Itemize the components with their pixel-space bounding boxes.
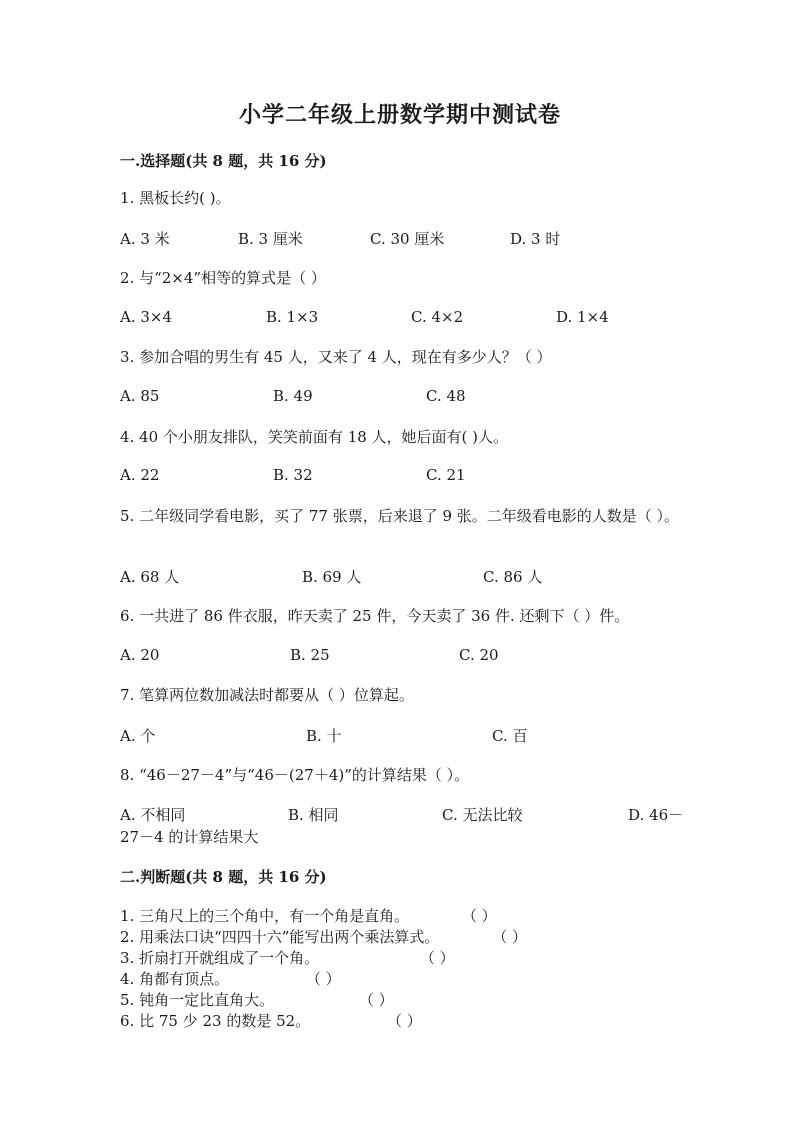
judgement-text: 2. 用乘法口诀“四四十六”能写出两个乘法算式。: [120, 928, 440, 946]
question-stem: 5. 二年级同学看电影，买了 77 张票，后来退了 9 张。二年级看电影的人数是（ ）。: [120, 507, 680, 525]
section-heading-judgement: 二.判断题(共 8 题，共 16 分): [120, 868, 327, 886]
judgement-item: [120, 905, 497, 926]
page-title: 小学二年级上册数学期中测试卷: [238, 102, 561, 128]
section-heading-choice: 一.选择题(共 8 题，共 16 分): [120, 152, 327, 170]
option-a: A. 20: [120, 646, 160, 664]
answer-blank: （ ）: [419, 949, 455, 967]
option-a: A. 3×4: [120, 308, 173, 326]
option-a: A. 85: [120, 387, 160, 405]
judgement-item: [120, 989, 394, 1010]
answer-blank: （ ）: [461, 907, 497, 925]
judgement-item: [120, 947, 455, 968]
option-d: D. 3 时: [510, 230, 561, 248]
option-a: A. 22: [120, 466, 160, 484]
option-c: C. 4×2: [411, 308, 464, 326]
option-a: A. 3 米: [120, 230, 170, 248]
option-d-continuation: 27－4 的计算结果大: [120, 828, 259, 846]
answer-blank: （ ）: [492, 928, 527, 946]
option-b: B. 25: [290, 646, 330, 664]
option-a: A. 68 人: [120, 568, 180, 586]
answer-blank: （ ）: [358, 991, 394, 1009]
option-a: A. 个: [120, 727, 156, 745]
question-stem: 8. “46－27－4”与“46－(27＋4)”的计算结果（ ）。: [120, 766, 470, 784]
option-a: A. 不相同: [120, 806, 186, 824]
option-b: B. 49: [273, 387, 313, 405]
answer-blank: （ ）: [305, 970, 341, 988]
option-b: B. 3 厘米: [238, 230, 303, 248]
judgement-item: [120, 926, 527, 947]
question-stem: 2. 与“2×4”相等的算式是（ ）: [120, 269, 326, 287]
judgement-text: 6. 比 75 少 23 的数是 52。: [120, 1012, 311, 1030]
judgement-text: 5. 钝角一定比直角大。: [120, 991, 275, 1009]
option-d: D. 46－: [628, 806, 684, 824]
option-b: B. 十: [306, 727, 342, 745]
option-b: B. 1×3: [266, 308, 319, 326]
option-c: C. 48: [426, 387, 466, 405]
option-c: C. 无法比较: [442, 806, 523, 824]
answer-blank: （ ）: [386, 1012, 422, 1030]
option-c: C. 86 人: [483, 568, 543, 586]
judgement-text: 4. 角都有顶点。: [120, 970, 230, 988]
question-stem: 4. 40 个小朋友排队，笑笑前面有 18 人，她后面有( )人。: [120, 428, 509, 446]
question-stem: 1. 黑板长约( )。: [120, 189, 231, 207]
option-d: D. 1×4: [556, 308, 609, 326]
question-stem: 7. 笔算两位数加减法时都要从（ ）位算起。: [120, 686, 414, 704]
judgement-text: 3. 折扇打开就组成了一个角。: [120, 949, 320, 967]
option-c: C. 21: [426, 466, 466, 484]
option-b: B. 相同: [288, 806, 339, 824]
option-c: C. 20: [459, 646, 499, 664]
judgement-item: [120, 968, 341, 989]
question-stem: 6. 一共进了 86 件衣服，昨天卖了 25 件，今天卖了 36 件. 还剩下（ ）件。: [120, 607, 630, 625]
option-b: B. 69 人: [302, 568, 362, 586]
option-c: C. 30 厘米: [370, 230, 445, 248]
option-c: C. 百: [492, 727, 528, 745]
judgement-item: [120, 1010, 422, 1031]
judgement-text: 1. 三角尺上的三个角中，有一个角是直角。: [120, 907, 410, 925]
option-b: B. 32: [273, 466, 313, 484]
question-stem: 3. 参加合唱的男生有 45 人，又来了 4 人，现在有多少人？（ ）: [120, 348, 552, 366]
